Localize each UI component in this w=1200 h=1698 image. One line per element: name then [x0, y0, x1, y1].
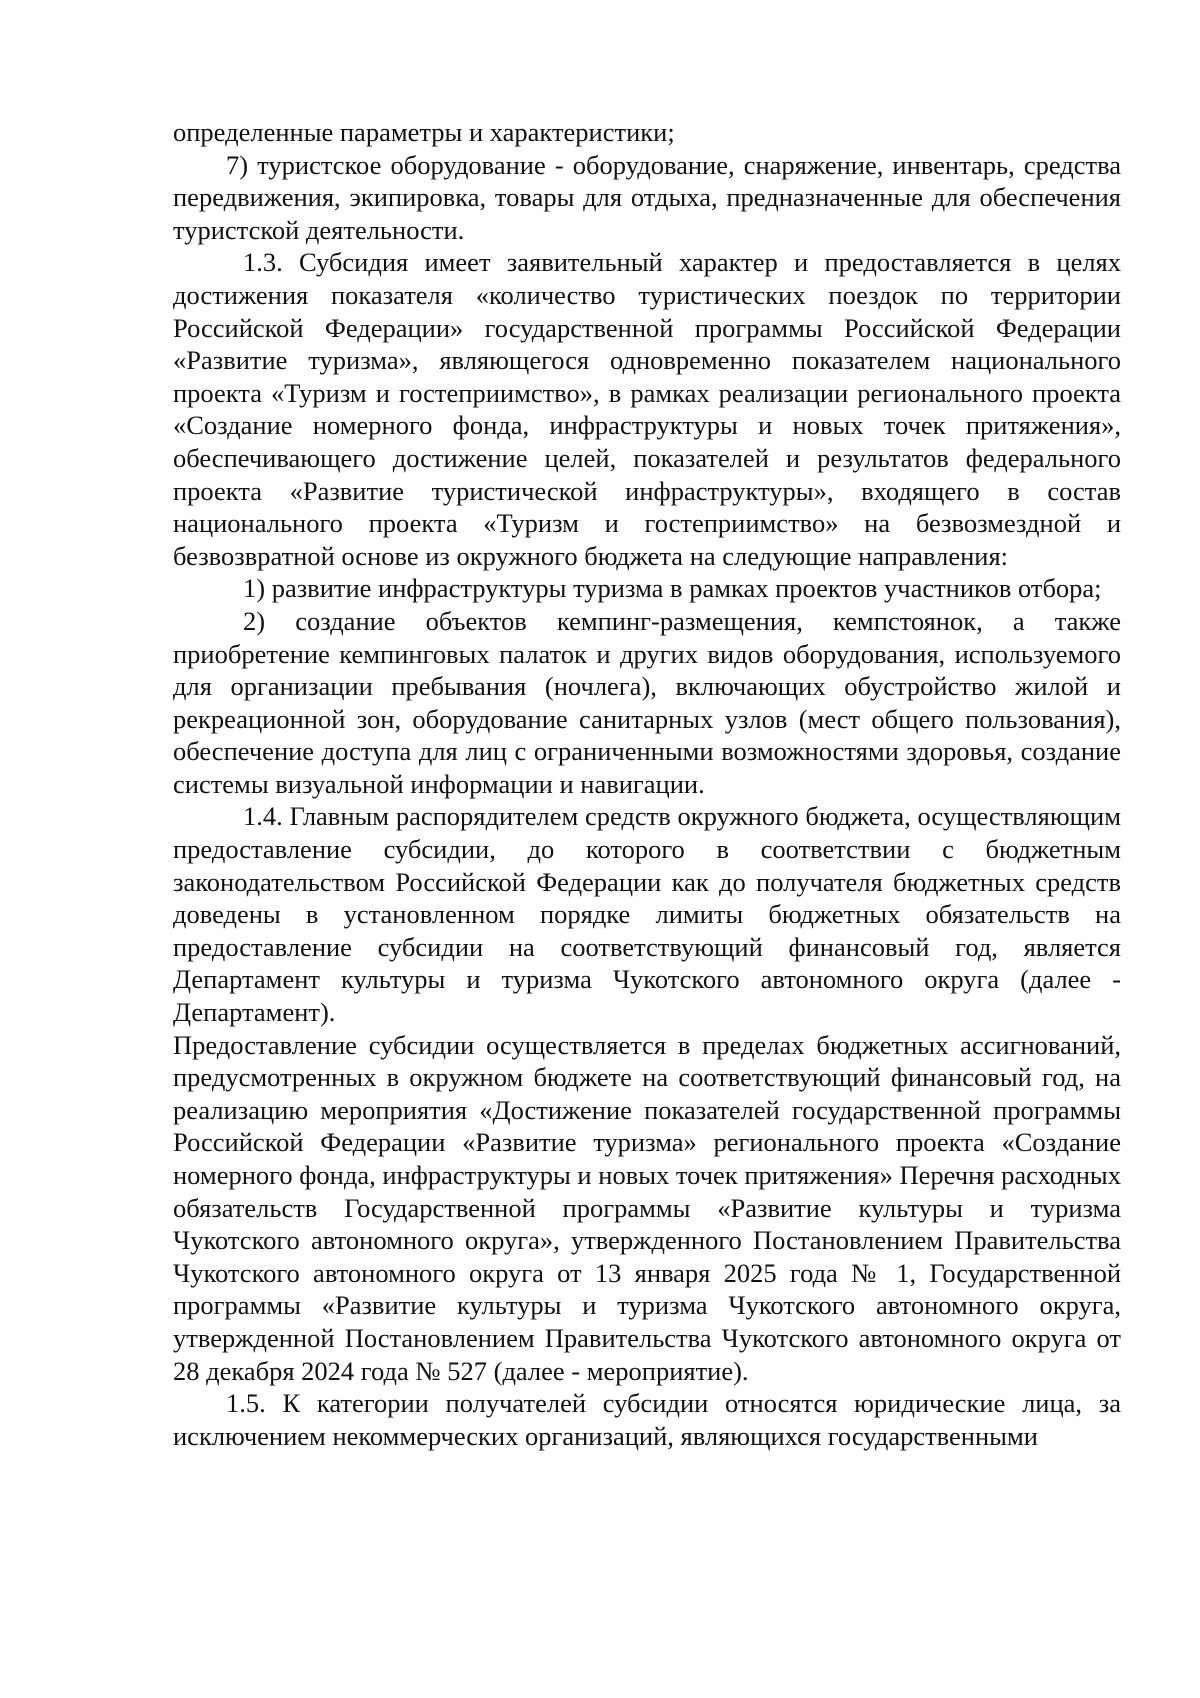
- paragraph-direction-2: 2) создание объектов кемпинг-размещения, кемпстоянок, а также приобретение кемпинговых палаток и других видов оборудования, используемого для организации пребывания (ночлега), включающих обустройство жилой и рекреационной зон, оборудование санитарных узлов (мест общего пользования), обеспечение доступа для лиц с ограниченными возможностями здоровья, создание системы визуальной информации и навигации.: [173, 605, 1121, 799]
- paragraph-item-7: 7) туристское оборудование - оборудование, снаряжение, инвентарь, средства передвижения, экипировка, товары для отдыха, предназначенные для обеспечения туристской деятельности.: [173, 149, 1121, 245]
- paragraph-1-4: 1.4. Главным распорядителем средств окружного бюджета, осуществляющим предоставление субсидии, до которого в соответствии с бюджетным законодательством Российской Федерации как до получателя бюджетных средств доведены в установленном порядке лимиты бюджетных обязательств на предоставление субсидии на соответствующий финансовый год, является Департамент культуры и туризма Чукотского автономного округа (далее - Департамент).: [173, 801, 1121, 1028]
- paragraph-subsidy-provision: Предоставление субсидии осуществляется в пределах бюджетных ассигнований, предусмотренных в окружном бюджете на соответствующий финансовый год, на реализацию мероприятия «Достижение показателей государственной программы Российской Федерации «Развитие туризма» регионального проекта «Создание номерного фонда, инфраструктуры и новых точек притяжения» Перечня расходных обязательств Государственной программы «Развитие культуры и туризма Чукотского автономного округа», утвержденного Постановлением Правительства Чукотского автономного округа от 13 января 2025 года № 1, Государственной программы «Развитие культуры и туризма Чукотского автономного округа, утвержденной Постановлением Правительства Чукотского автономного округа от 28 декабря 2024 года № 527 (далее - мероприятие).: [173, 1029, 1121, 1386]
- paragraph-1-3: 1.3. Субсидия имеет заявительный характер и предоставляется в целях достижения показателя «количество туристических поездок по территории Российской Федерации» государственной программы Российской Федерации «Развитие туризма», являющегося одновременно показателем национального проекта «Туризм и гостеприимство», в рамках реализации регионального проекта «Создание номерного фонда, инфраструктуры и новых точек притяжения», обеспечивающего достижение целей, показателей и результатов федерального проекта «Развитие туристической инфраструктуры», входящего в состав национального проекта «Туризм и гостеприимство» на безвозмездной и безвозвратной основе из окружного бюджета на следующие направления:: [173, 247, 1121, 571]
- paragraph-direction-1: 1) развитие инфраструктуры туризма в рамках проектов участников отбора;: [243, 573, 1102, 604]
- paragraph-continuation: определенные параметры и характеристики;: [173, 117, 675, 147]
- document-body: [173, 116, 1121, 1452]
- paragraph-1-5: 1.5. К категории получателей субсидии относятся юридические лица, за исключением некоммерческих организаций, являющихся государственными: [173, 1388, 1121, 1451]
